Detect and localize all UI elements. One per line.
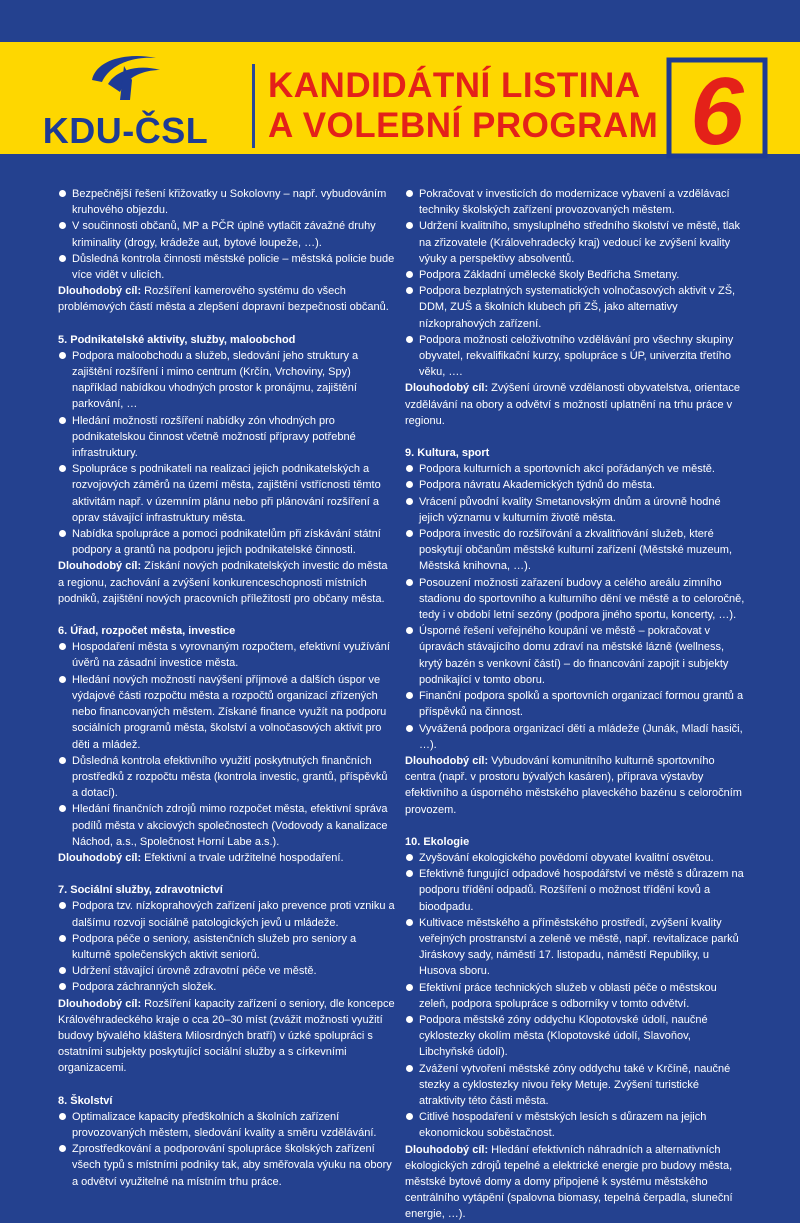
section-title: 10. Ekologie <box>405 835 470 848</box>
bullet-icon <box>406 870 413 877</box>
list-item: Optimalizace kapacity předškolních a školních zařízení provozovaných městem, sledování kvality a směru vzdělávání. <box>58 1109 396 1141</box>
bullet-icon <box>406 530 413 537</box>
list-item: Efektivní práce technických služeb v oblasti péče o městskou zeleň, podpora spolupráce s odborníky v tomto odvětví. <box>405 980 745 1012</box>
bullet-icon <box>59 902 66 909</box>
top-strip <box>0 0 800 42</box>
list-item: Úsporné řešení veřejného koupání ve městě – pokračovat v úpravách stávajícího domu zdraví na městské lázně (wellness, krytý bazén s venkovní částí) – do financování zapojit i subjekty podnikající v tomto oboru. <box>405 623 745 688</box>
bullet-icon <box>59 983 66 990</box>
bullet-icon <box>59 935 66 942</box>
bullet-icon <box>59 757 66 764</box>
bullet-icon <box>59 530 66 537</box>
list-item: Vyvážená podpora organizací dětí a mládeže (Junák, Mladí hasiči, …). <box>405 721 745 753</box>
left-column <box>58 186 396 1190</box>
list-item: Podpora investic do rozšiřování a zkvalitňování služeb, které poskytují občanům městské kulturní zařízení (Městské muzeum, Městská knihovna, …). <box>405 526 745 575</box>
bullet-icon <box>59 190 66 197</box>
list-item: Hledání možností rozšíření nabídky zón vhodných pro podnikatelskou činnost včetně možností přípravy potřebné infrastruktury. <box>58 413 396 462</box>
page-number-box <box>665 56 769 165</box>
list-item: Udržení kvalitního, smysluplného středního školství ve městě, tlak na zřizovatele (Královehradecký kraj) vedoucí ke zvýšení kvality výuky a perspektivy absolventů. <box>405 218 745 267</box>
header-divider <box>252 64 255 148</box>
list-item: Důsledná kontrola činnosti městské policie – městská policie bude více vidět v ulicích. <box>58 251 396 283</box>
bullet-icon <box>406 287 413 294</box>
bullet-icon <box>59 465 66 472</box>
list-item: Zprostředkování a podporování spolupráce školských zařízení všech typů s místními podniky tak, aby směřovala výuku na obory a odvětví využitelné na místním trhu práce. <box>58 1141 396 1190</box>
list-item: Podpora Základní umělecké školy Bedřicha Smetany. <box>405 267 745 283</box>
bullet-icon <box>406 984 413 991</box>
right-column <box>405 186 745 1223</box>
list-item: Posouzení možnosti zařazení budovy a celého areálu zimního stadionu do sportovního a kulturního dění ve městě a to celoročně, tedy i v období letní sezóny (podpora jiného sportu, koncerty, …). <box>405 575 745 624</box>
party-logo <box>38 50 213 150</box>
list-item: Důsledná kontrola efektivního využití poskytnutých finančních prostředků z rozpočtu města (kontrola investic, grantů, příspěvků a dotací). <box>58 753 396 802</box>
list-item: Nabídka spolupráce a pomoci podnikatelům při získávání státní podpory a grantů na podporu jejich podnikatelské činnosti. <box>58 526 396 558</box>
list-item: Zvyšování ekologického povědomí obyvatel kvalitní osvětou. <box>405 850 745 866</box>
bullet-icon <box>406 481 413 488</box>
bullet-icon <box>406 692 413 699</box>
bullet-icon <box>59 805 66 812</box>
bullet-icon <box>406 190 413 197</box>
long-term-goal: Dlouhodobý cíl: Efektivní a trvale udržitelné hospodaření. <box>58 851 344 864</box>
list-item: Podpora bezplatných systematických volnočasových aktivit v ZŠ, DDM, ZUŠ a školních klubech při ZŠ, jako alternativy nízkoprahových zařízení. <box>405 283 745 332</box>
bullet-icon <box>59 255 66 262</box>
list-item: Finanční podpora spolků a sportovních organizací formou grantů a příspěvků na činnost. <box>405 688 745 720</box>
bullet-icon <box>406 627 413 634</box>
bullet-icon <box>59 676 66 683</box>
list-item: Zvážení vytvoření městské zóny oddychu také v Krčíně, naučné stezky a cyklostezky nivou řeky Metuje. Zvýšení turistické atraktivity této části města. <box>405 1061 745 1110</box>
list-item: Hospodaření města s vyrovnaným rozpočtem, efektivní využívání úvěrů na zásadní investice města. <box>58 639 396 671</box>
bullet-icon <box>59 643 66 650</box>
bullet-icon <box>406 465 413 472</box>
bullet-icon <box>406 854 413 861</box>
bullet-icon <box>406 919 413 926</box>
bullet-icon <box>406 579 413 586</box>
list-item: Podpora možnosti celoživotního vzdělávání pro všechny skupiny obyvatel, rekvalifikační kurzy, spolupráce s ÚP, univerzita třetího věku, …. <box>405 332 745 381</box>
bullet-icon <box>59 1145 66 1152</box>
logo-text: KDU-ČSL <box>42 110 209 151</box>
list-item: Efektivně fungující odpadové hospodářství ve městě s důrazem na podporu třídění odpadů. Rozšíření o možnost třídění kovů a bioodpadu. <box>405 866 745 915</box>
bullet-icon <box>59 417 66 424</box>
bullet-icon <box>59 222 66 229</box>
header-banner <box>0 42 800 165</box>
bullet-icon <box>406 1016 413 1023</box>
long-term-goal: Dlouhodobý cíl: Získání nových podnikatelských investic do města a regionu, zachování a zvýšení konkurenceschopnosti místních podniků, zajištění nových pracovních příležitostí pro občany města. <box>58 560 388 605</box>
list-item: Podpora tzv. nízkoprahových zařízení jako prevence proti vzniku a dalšímu rozvoji sociálně patologických jevů u mládeže. <box>58 898 396 930</box>
list-item: Podpora městské zóny oddychu Klopotovské údolí, naučné cyklostezky okolím města (Klopotovské údolí, Slavoňov, Libchyňské údolí). <box>405 1012 745 1061</box>
long-term-goal: Dlouhodobý cíl: Hledání efektivních náhradních a alternativních ekologických zdrojů tepelné a elektrické energie pro budovy města, městské bytové domy a domy připojené k systému městského centrálního vytápění (spalovna biomasy, tepelná čerpadla, sluneční energie, …). <box>405 1143 733 1221</box>
section-title: 7. Sociální služby, zdravotnictví <box>58 884 223 897</box>
list-item: V součinnosti občanů, MP a PČR úplně vytlačit závažné druhy kriminality (drogy, krádeže aut, bytové loupeže, …). <box>58 218 396 250</box>
list-item: Pokračovat v investicích do modernizace vybavení a vzdělávací techniky školských zařízení provozovaných městem. <box>405 186 745 218</box>
bullet-icon <box>406 336 413 343</box>
bullet-icon <box>59 967 66 974</box>
page-number: 6 <box>690 58 744 165</box>
list-item: Podpora kulturních a sportovních akcí pořádaných ve městě. <box>405 461 745 477</box>
bullet-icon <box>59 1113 66 1120</box>
list-item: Vrácení původní kvality Smetanovským dnům a úrovně hodné jejich významu v kulturním životě města. <box>405 494 745 526</box>
list-item: Udržení stávající úrovně zdravotní péče ve městě. <box>58 963 396 979</box>
list-item: Podpora péče o seniory, asistenčních služeb pro seniory a kulturně společenských aktivit seniorů. <box>58 931 396 963</box>
bullet-icon <box>406 1065 413 1072</box>
bullet-icon <box>406 222 413 229</box>
list-item: Kultivace městského a příměstského prostředí, zvýšení kvality veřejných prostranství a zeleně ve městě, např. revitalizace parků Jiráskovy sady, náměstí 17. listopadu, náměstí Republiky, u Husova sboru. <box>405 915 745 980</box>
list-item: Podpora maloobchodu a služeb, sledování jeho struktury a zajištění rozšíření i mimo centrum (Krčín, Vrchoviny, Spy) například nabídkou vhodných prostor k pronájmu, zajištění parkování, … <box>58 348 396 413</box>
long-term-goal: Dlouhodobý cíl: Rozšíření kamerového systému do všech problémových částí města a zlepšení dopravní bezpečnosti občanů. <box>58 285 389 314</box>
section-title: 5. Podnikatelské aktivity, služby, maloobchod <box>58 333 296 346</box>
section-title: 6. Úřad, rozpočet města, investice <box>58 625 236 638</box>
bullet-icon <box>59 352 66 359</box>
list-item: Hledání nových možností navýšení příjmové a dalších úspor ve výdajové části rozpočtu města a rozpočtů organizací zřízených nebo financovaných městem. Získané finance využít na podporu sociálních programů města, školství a volnočasových aktivit pro děti a mládež. <box>58 672 396 753</box>
list-item: Podpora návratu Akademických týdnů do města. <box>405 477 745 493</box>
long-term-goal: Dlouhodobý cíl: Vybudování komunitního kulturně sportovního centra (např. v prostoru bývalých kasáren), příprava výstavby efektivního a úsporného městského plaveckého bazénu s celoročním provozem. <box>405 754 742 816</box>
page-title-line1: KANDIDÁTNÍ LISTINA <box>268 66 641 105</box>
list-item: Citlivé hospodaření v městských lesích s důrazem na jejich ekonomickou soběstačnost. <box>405 1109 745 1141</box>
list-item: Hledání finančních zdrojů mimo rozpočet města, efektivní správa podílů města v akciových společnostech (Vodovody a kanalizace Náchod, a.s., Společnost Horní Labe a.s.). <box>58 801 396 850</box>
section-title: 9. Kultura, sport <box>405 447 490 460</box>
logo-swoosh-icon <box>86 50 166 108</box>
bullet-icon <box>406 271 413 278</box>
long-term-goal: Dlouhodobý cíl: Rozšíření kapacity zařízení o seniory, dle koncepce Královéhradeckého kraje o cca 20–30 míst (zvážit možnosti využití budovy bývalého kláštera Milosrdných bratří) v úzké spolupráci s ostatními subjekty poskytující sociální služby a s církevními organizacemi. <box>58 997 395 1075</box>
page-title-line2: A VOLEBNÍ PROGRAM <box>268 106 659 145</box>
section-title: 8. Školství <box>58 1094 113 1107</box>
list-item: Bezpečnější řešení křižovatky u Sokolovny – např. vybudováním kruhového objezdu. <box>58 186 396 218</box>
list-item: Podpora záchranných složek. <box>58 979 396 995</box>
bullet-icon <box>406 1113 413 1120</box>
bullet-icon <box>406 498 413 505</box>
long-term-goal: Dlouhodobý cíl: Zvýšení úrovně vzdělanosti obyvatelstva, orientace vzdělávání na obory a odvětví s možností uplatnění na trhu práce v regionu. <box>405 382 741 427</box>
list-item: Spolupráce s podnikateli na realizaci jejich podnikatelských a rozvojových záměrů na území města, zajištění vstřícnosti těmto aktivitám např. v územním plánu nebo při plánování rozšíření a oprav stávající infrastruktury města. <box>58 461 396 526</box>
bullet-icon <box>406 725 413 732</box>
